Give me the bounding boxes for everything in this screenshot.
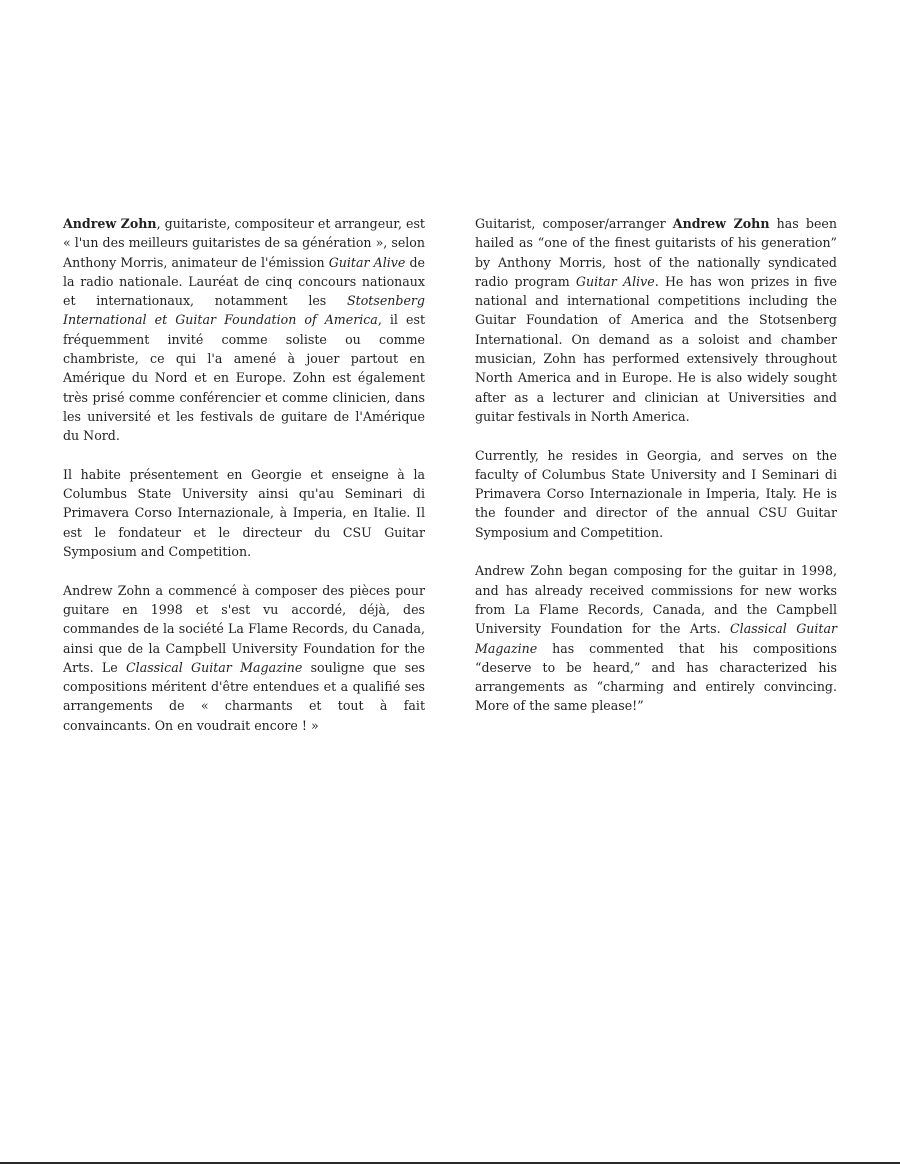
text-segment: Andrew Zohn a commencé à composer des pièces pour guitare en 1998 et s'est vu accordé, déjà, des commandes de la société La Flame Records, du Canada, ainsi que de la Campbell University Foundation for the Arts. Le [63,582,425,675]
text-segment: has been hailed as “one of the finest guitarists of his generation” by Anthony Morris, host of the nationally syndicated radio program [475,216,837,289]
artist-name: Andrew Zohn [672,216,770,231]
magazine-title: Classical Guitar Magazine [126,659,303,675]
french-biography-column [63,214,425,735]
english-biography-column [475,214,837,716]
french-paragraph-2: Il habite présentement en Georgie et enseigne à la Columbus State University ainsi qu'au Seminari di Primavera Corso Internazionale, à Imperia, en Italie. Il est le fondateur et le directeur du CSU Guitar Symposium and Competition. [63,466,425,560]
radio-program-title: Guitar Alive [328,254,406,270]
text-segment: de la radio nationale. Lauréat de cinq concours nationaux et internationaux, notamment les [63,254,425,309]
text-segment: , il est fréquemment invité comme soliste ou comme chambriste, ce qui l'a amené à jouer partout en Amérique du Nord et en Europe. Zohn est également très prisé comme conférencier et comme clinicien, dans les université et les festivals de guitare de l'Amérique du Nord. [63,312,426,444]
english-paragraph-1 [475,214,837,426]
radio-program-title: Guitar Alive [575,273,655,289]
french-paragraph-3 [63,581,425,735]
text-segment: . He has won prizes in five national and international competitions including the Guitar Foundation of America and the Stotsenberg International. On demand as a soloist and chamber musician, Zohn has performed extensively throughout North America and in Europe. He is also widely sought after as a lecturer and clinician at Universities and guitar festivals in North America. [475,273,837,424]
magazine-title: Classical Guitar Magazine [475,621,837,656]
text-segment: Andrew Zohn began composing for the guitar in 1998, and has already received commissions for new works from La Flame Records, Canada, and the Campbell University Foundation for the Arts. [475,563,837,637]
text-segment: , guitariste, compositeur et arrangeur, est « l'un des meilleurs guitaristes de sa génération », selon Anthony Morris, animateur de l'émission [63,216,425,270]
english-paragraph-2: Currently, he resides in Georgia, and serves on the faculty of Columbus State University and I Seminari di Primavera Corso Internazionale in Imperia, Italy. He is the founder and director of the annual CSU Guitar Symposium and Competition. [475,447,837,540]
competition-names: Stotsenberg International et Guitar Foundation of America [63,293,425,328]
text-segment: has commented that his compositions “deserve to be heard,” and has characterized his arrangements as “charming and entirely convincing. More of the same please!” [475,640,837,714]
french-paragraph-1 [63,214,425,446]
artist-name: Andrew Zohn [63,216,157,231]
text-segment: souligne que ses compositions méritent d'être entendues et a qualifié ses arrangements de « charmants et tout à fait convaincants. On en voudrait encore ! » [63,659,426,733]
english-paragraph-3 [475,561,837,715]
text-segment: Guitarist, composer/arranger [475,216,673,231]
